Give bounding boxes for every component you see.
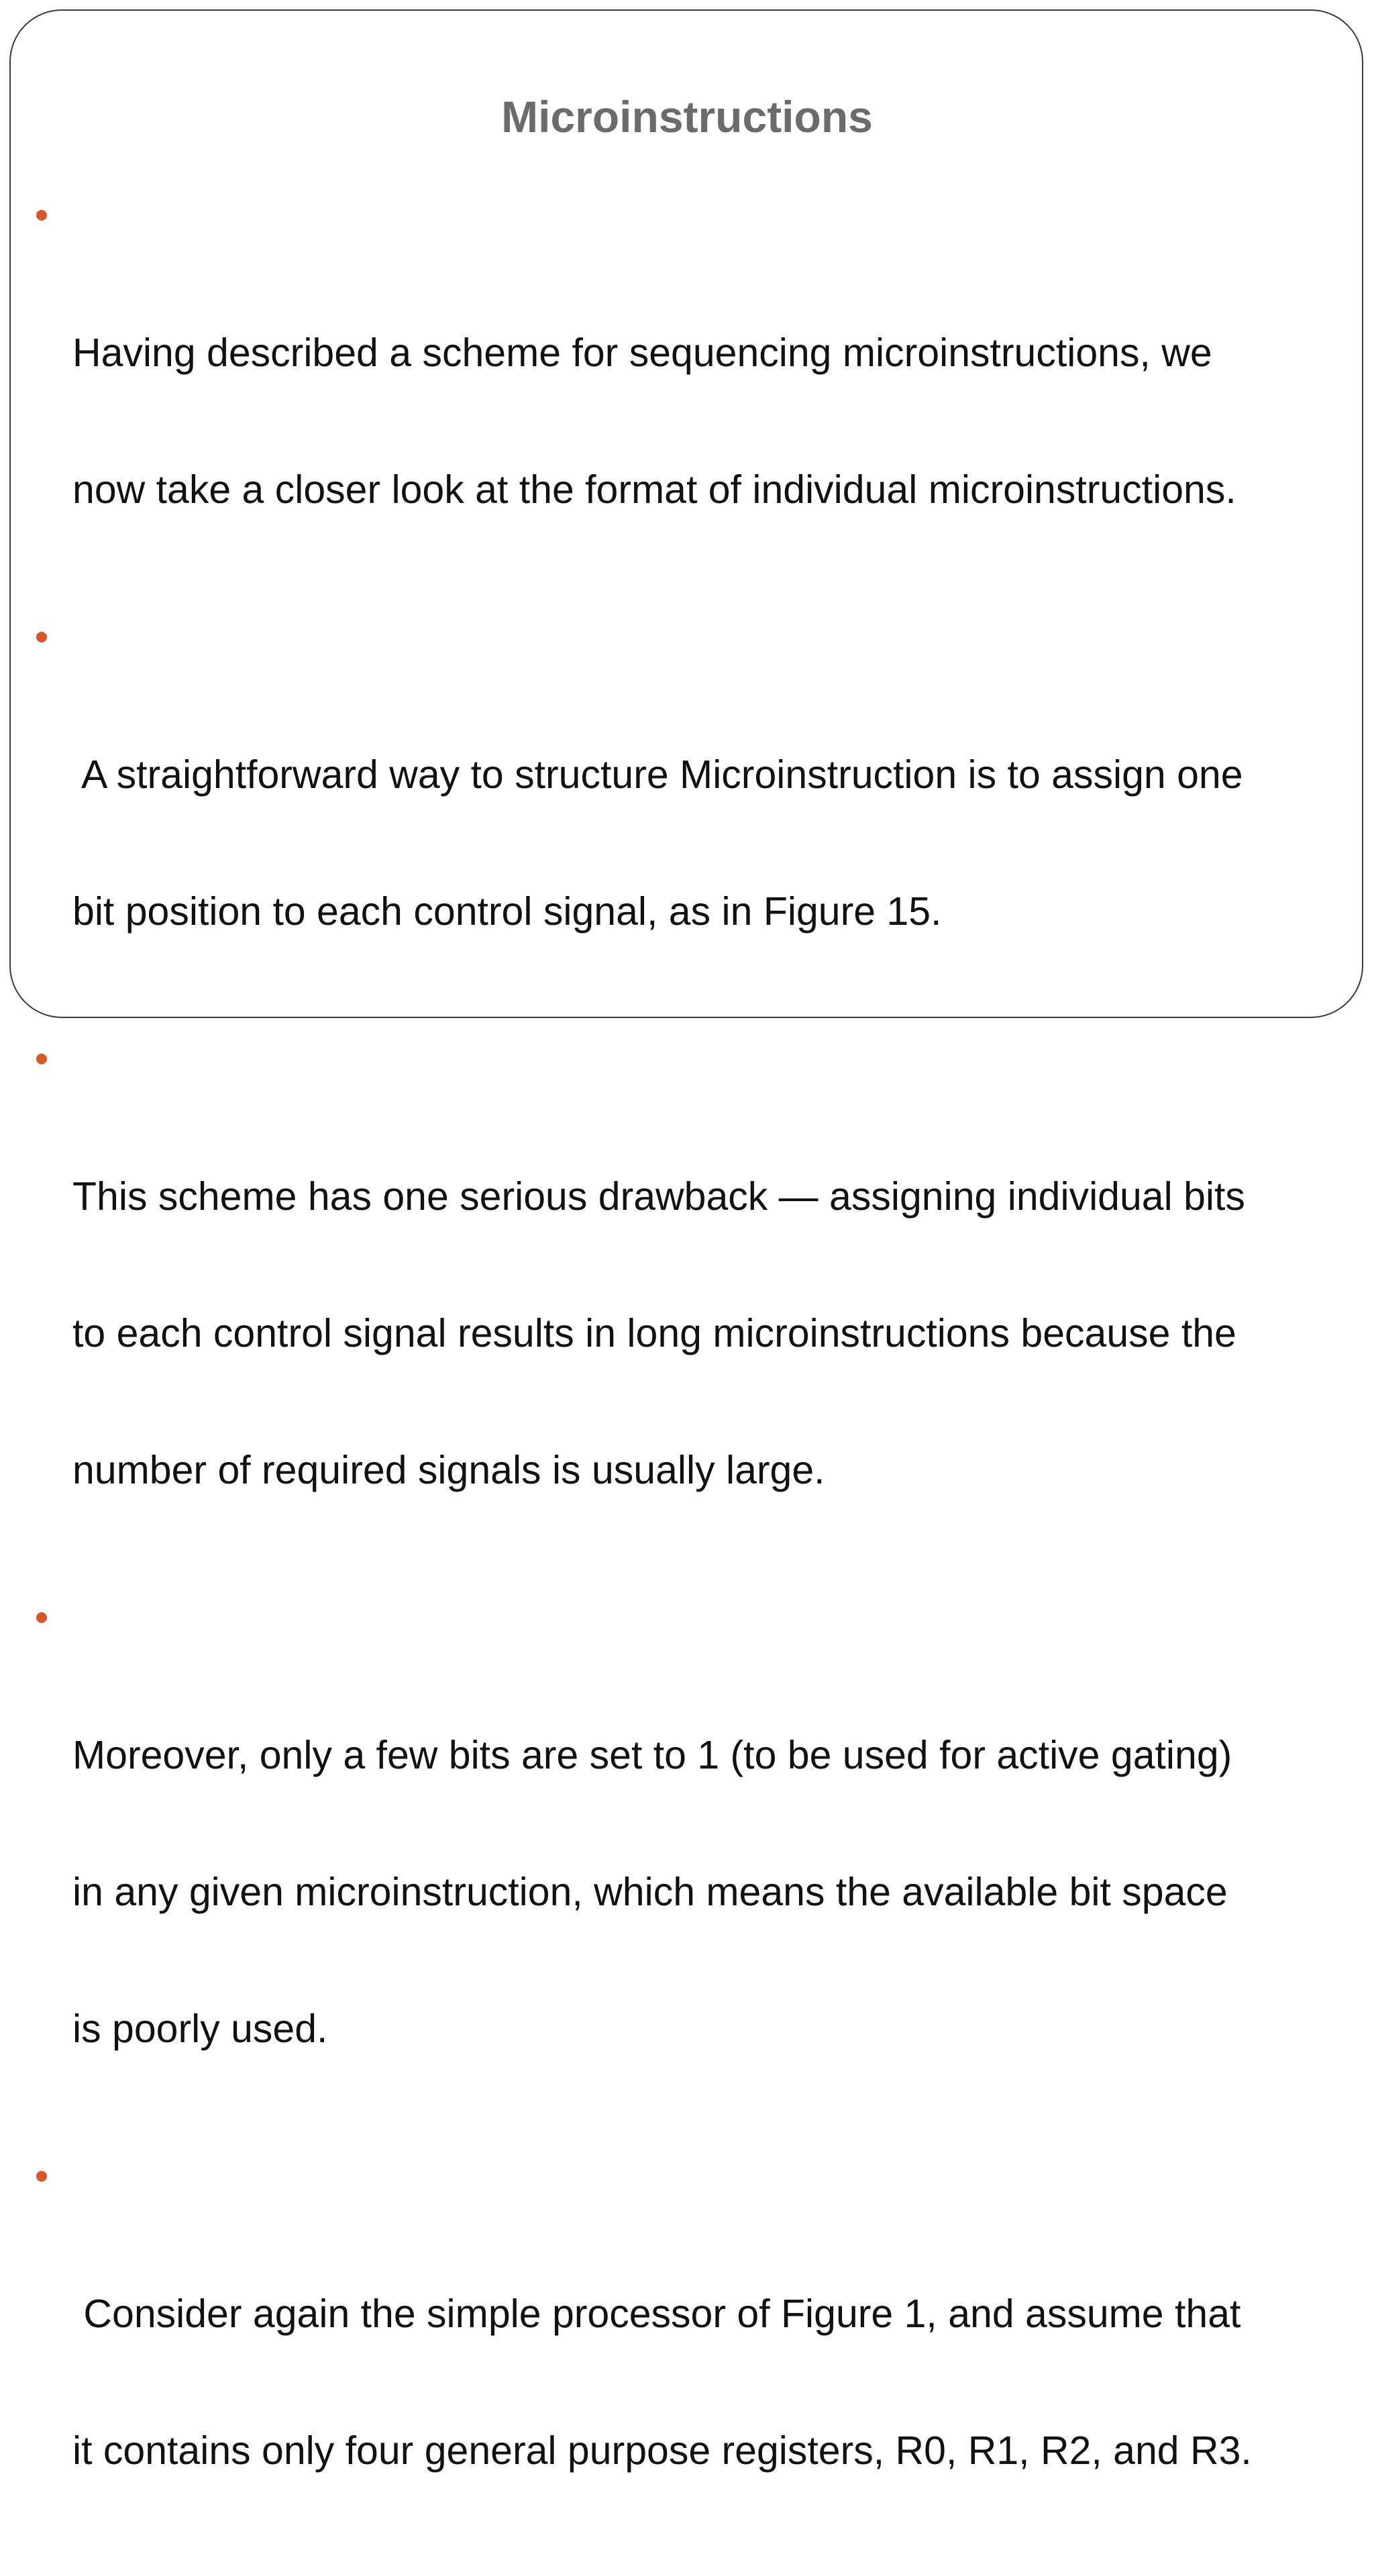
bullet-item bbox=[72, 615, 1347, 1025]
bullet-line: This scheme has one serious drawback — assigning individual bits bbox=[72, 1174, 1245, 1219]
bullet-line: to each control signal results in long microinstructions because the bbox=[72, 1311, 1236, 1355]
bullet-item bbox=[72, 2154, 1347, 2565]
bullet-line: it contains only four general purpose registers, R0, R1, R2, and R3. bbox=[72, 2428, 1252, 2473]
bullet-line: Moreover, only a few bits are set to 1 (to be used for active gating) bbox=[72, 1733, 1232, 1777]
bullet-item bbox=[72, 1037, 1347, 1584]
bullet-dot-icon bbox=[36, 210, 47, 221]
bullet-item bbox=[72, 193, 1347, 604]
bullet-line: Consider again the simple processor of Figure 1, and assume that bbox=[72, 2292, 1241, 2336]
bullet-line: A straightforward way to structure Microinstruction is to assign one bbox=[72, 752, 1243, 797]
bullet-line: is poorly used. bbox=[72, 2007, 328, 2051]
bullet-line: bit position to each control signal, as in Figure 15. bbox=[72, 889, 942, 934]
bullet-item bbox=[72, 1595, 1347, 2143]
bullet-line: now take a closer look at the format of individual microinstructions. bbox=[72, 467, 1236, 512]
slide-title: Microinstructions bbox=[501, 92, 873, 142]
bullet-dot-icon bbox=[36, 1054, 47, 1064]
bullet-line: Having described a scheme for sequencing microinstructions, we bbox=[72, 331, 1212, 375]
bullet-dot-icon bbox=[36, 632, 47, 642]
bullet-line: in any given microinstruction, which means the available bit space bbox=[72, 1870, 1228, 1914]
bullet-list bbox=[72, 193, 1347, 2576]
bullet-line: number of required signals is usually large. bbox=[72, 1448, 825, 1492]
bullet-dot-icon bbox=[36, 2171, 47, 2182]
bullet-dot-icon bbox=[36, 1612, 47, 1623]
